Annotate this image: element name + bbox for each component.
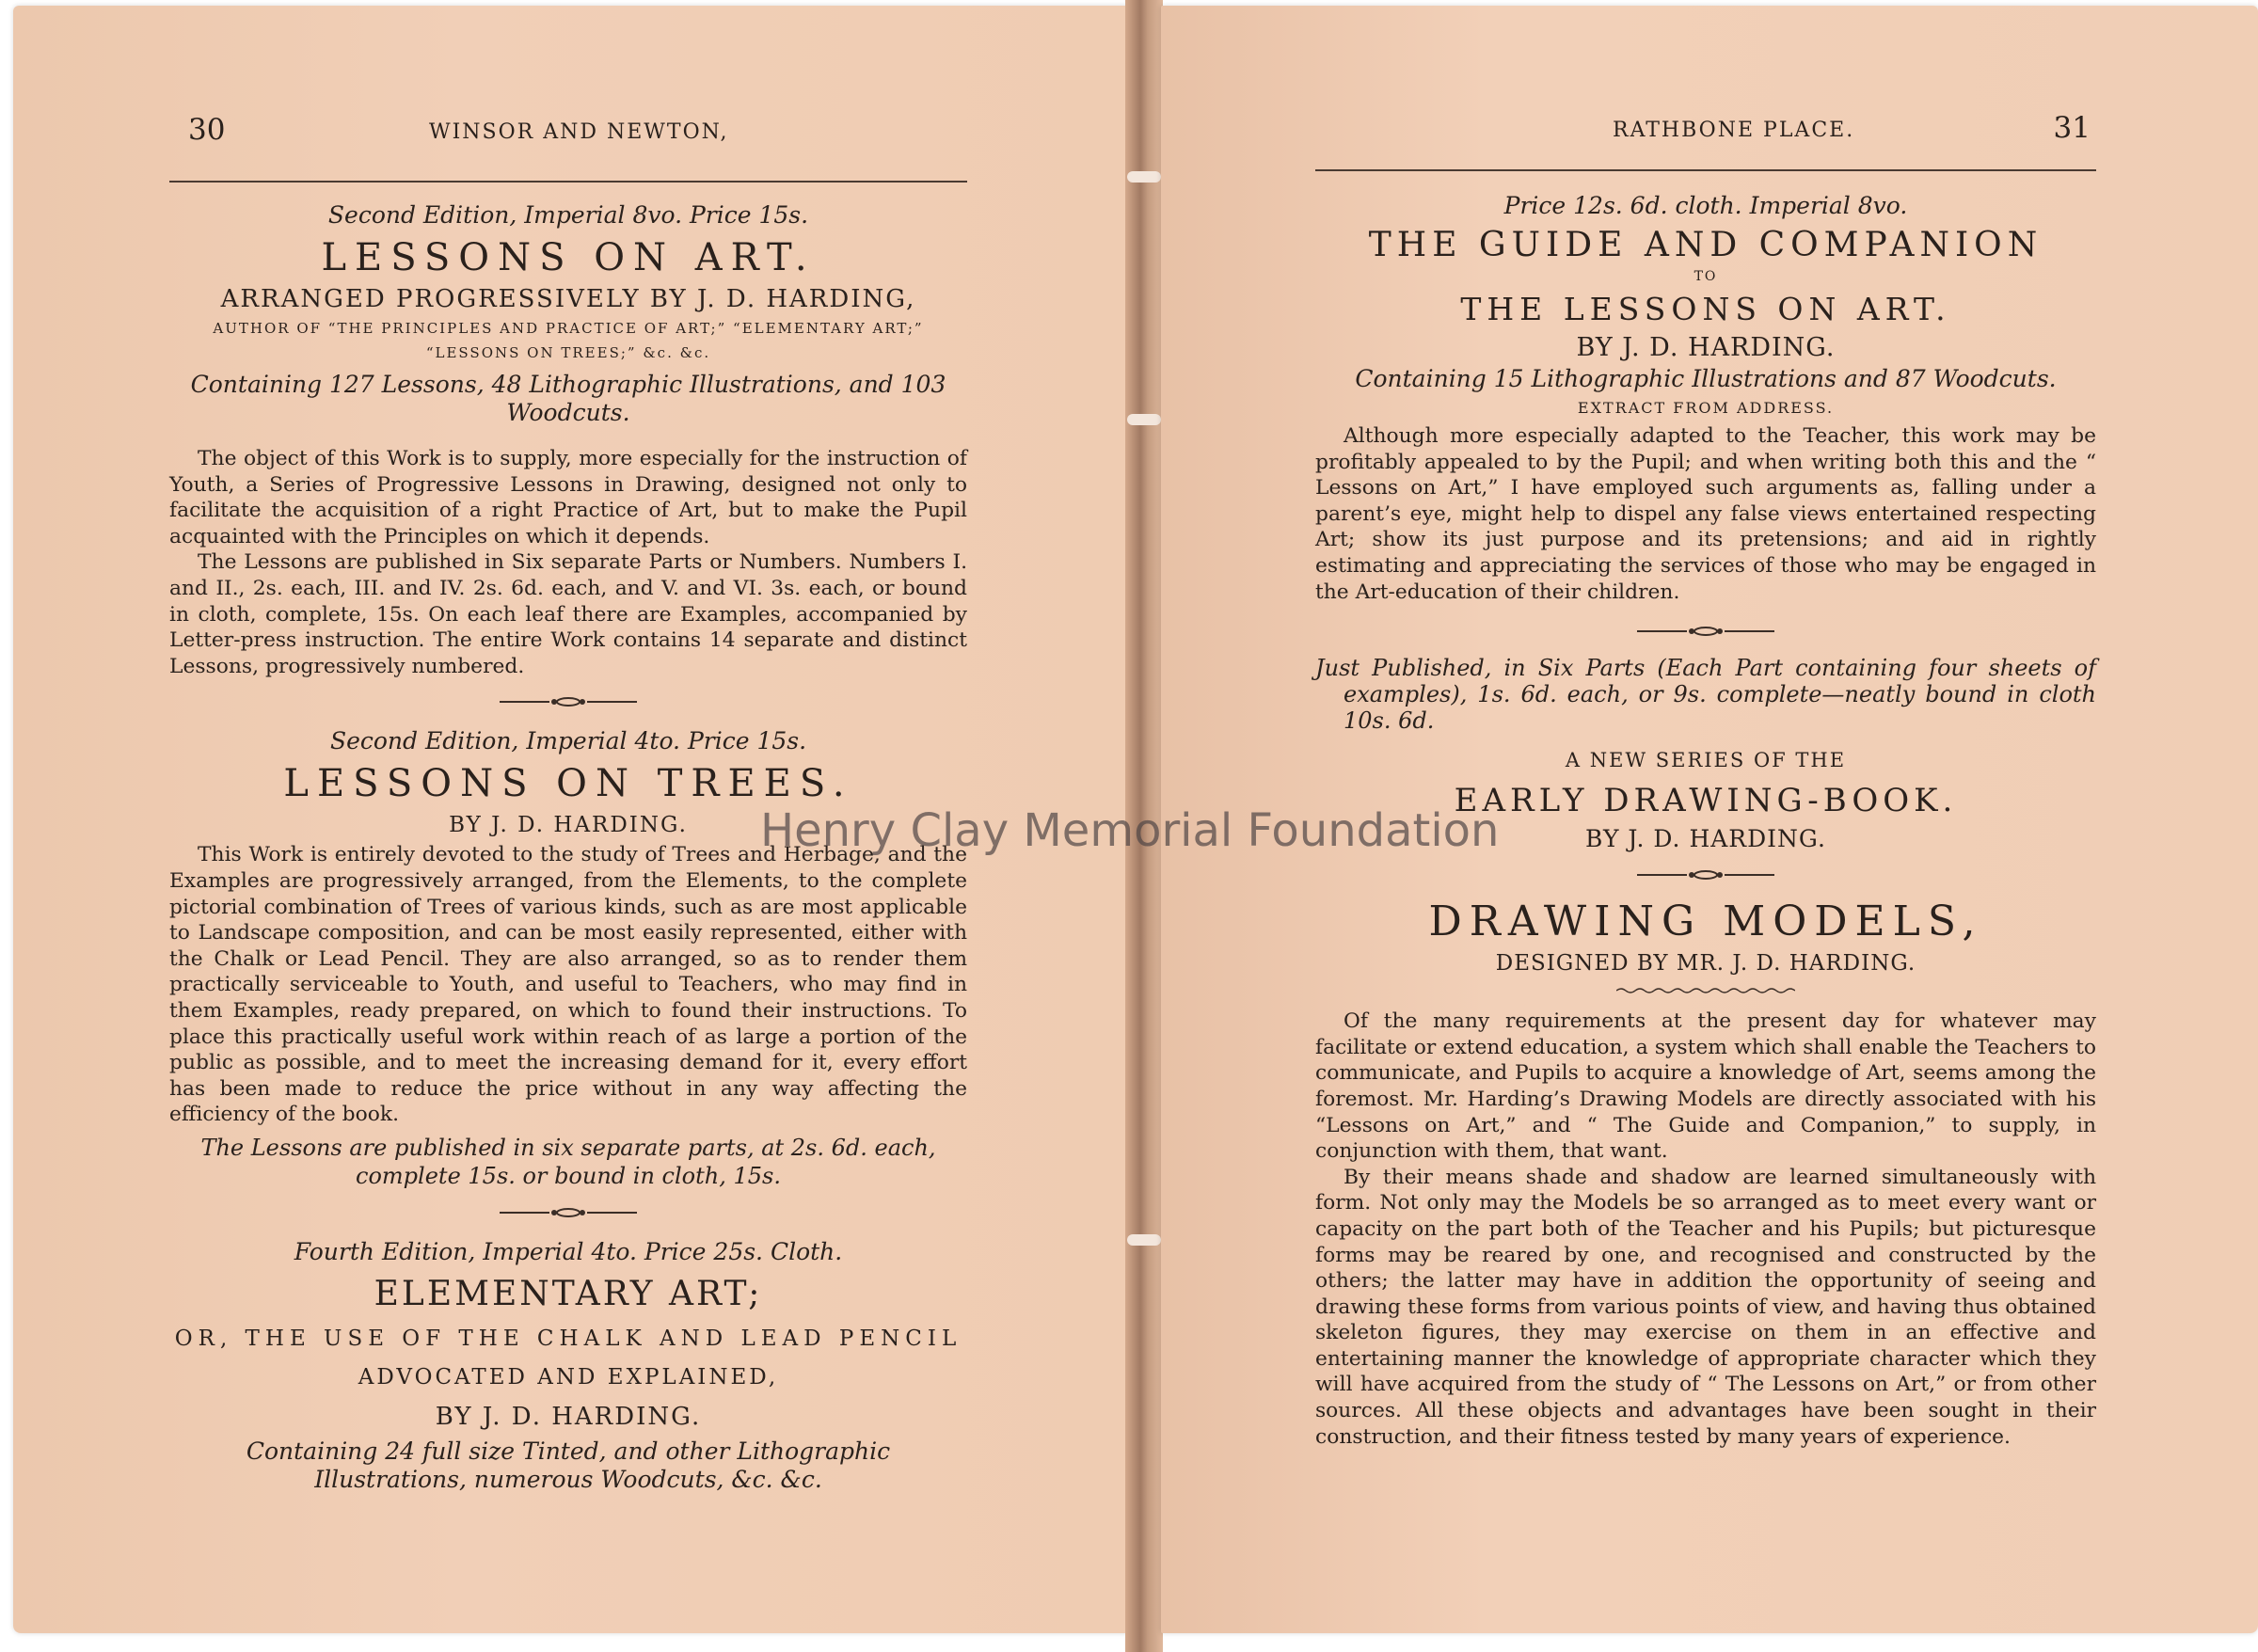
guide-contains: Containing 15 Lithographic Illustrations and 87 Woodcuts. (1355, 365, 2057, 392)
drawing-models-byline: DESIGNED BY MR. J. D. HARDING. (1495, 951, 1916, 977)
drawing-models-section (1315, 897, 2096, 1450)
drawing-book-byline: BY J. D. HARDING. (1585, 825, 1826, 853)
book-gutter (1125, 0, 1163, 1652)
lessons-on-art-paragraph-1: The object of this Work is to supply, more especially for the instruction of Youth, a Series of Progressive Lessons in Drawing, designed not only to facilitate the acquisition of a right Practice of Art, but to make the Pupil acquainted with the Principles on which it depends. (169, 447, 967, 548)
ornament-divider (1315, 866, 2096, 885)
elementary-art-edition: Fourth Edition, Imperial 4to. Price 25s. Cloth. (294, 1237, 843, 1265)
elementary-art-contains: Containing 24 full size Tinted, and other Lithographic Illustrations, numerous Woodcuts, &c. &c. (246, 1437, 891, 1493)
guide-byline: BY J. D. HARDING. (1576, 333, 1836, 362)
lessons-on-art-author-line-1: AUTHOR OF “THE PRINCIPLES AND PRACTICE OF ART;” “ELEMENTARY ART;” (213, 320, 924, 337)
ornament-divider (1315, 622, 2096, 642)
right-running-head (1315, 111, 2096, 154)
left-running-title: WINSOR AND NEWTON, (429, 120, 729, 144)
guide-extract-heading: EXTRACT FROM ADDRESS. (1577, 399, 1835, 417)
lessons-on-art-contains: Containing 127 Lessons, 48 Lithographic Illustrations, and 103 Woodcuts. (190, 371, 946, 426)
binding-stitch (1127, 414, 1161, 425)
right-page-number: 31 (2053, 111, 2091, 145)
binding-stitch (1127, 171, 1161, 183)
lessons-on-trees-paragraph: This Work is entirely devoted to the study of Trees and Herbage, and the Examples are progressively arranged, from the Elements, to the complete pictorial combination of Trees of various kinds, such as are most applicable to Landscape composition, and can be most easily represented, either with the Chalk or Lead Pencil. They are also arranged, so as to render them practically serviceable to Youth, and useful to Teachers, who may find in them Examples, ready prepared, on which to found their instructions. To place this practically useful work within reach of as large a portion of the public as possible, and to meet the increasing demand for it, every effort has been made to reduce the price without in any way affecting the efficiency of the book. (169, 843, 967, 1127)
lessons-on-art-author-line-2: “LESSONS ON TREES;” &c. &c. (425, 344, 711, 361)
guide-to: TO (1694, 269, 1718, 284)
left-running-head (169, 113, 967, 154)
lessons-on-art-paragraph-2: The Lessons are published in Six separate Parts or Numbers. Numbers I. and II., 2s. each, III. and IV. 2s. 6d. each, and V. and VI. 3s. each, or bound in cloth, complete, 15s. On each leaf there are Examples, accompanied by Letter-press instruction. The entire Work contains 14 separate and distinct Lessons, progressively numbered. (169, 550, 967, 678)
drawing-book-title: EARLY DRAWING-BOOK. (1454, 782, 1958, 820)
right-page-text (1315, 190, 2096, 1450)
drawing-book-section (1315, 655, 2096, 858)
drawing-book-series: A NEW SERIES OF THE (1565, 749, 1847, 772)
watermark-text: Henry Clay Memorial Foundation (760, 804, 1500, 857)
lessons-on-art-title: LESSONS ON ART. (321, 236, 816, 279)
guide-section (1315, 190, 2096, 605)
ornament-divider (169, 1203, 967, 1223)
lessons-on-trees-title: LESSONS ON TREES. (283, 762, 853, 806)
guide-edition: Price 12s. 6d. cloth. Imperial 8vo. (1503, 192, 1908, 219)
right-header-rule (1315, 169, 2096, 171)
left-page (13, 6, 1131, 1633)
lessons-on-trees-section (169, 725, 967, 1190)
ornament-divider (169, 692, 967, 712)
wavy-divider (1315, 979, 2096, 999)
drawing-models-title: DRAWING MODELS, (1428, 897, 1983, 946)
lessons-on-trees-byline: BY J. D. HARDING. (449, 813, 688, 838)
left-page-number: 30 (188, 113, 226, 147)
guide-paragraph: Although more especially adapted to the Teacher, this work may be profitably appealed to by the Pupil; and when writing both this and the “ Lessons on Art,” I have employed such arguments as, falling under a parent’s eye, might help to dispel any false views entertained respecting Art; show its just purpose and its pretensions; and aid in rightly estimating and appreciating the services of those who may be engaged in the Art-education of their children. (1315, 424, 2096, 604)
drawing-models-paragraph-2: By their means shade and shadow are learned simultaneously with form. Not only may the Models be so arranged as to meet every want or capacity on the part both of the Teacher and his Pupils; but picturesque forms may be reared by one, and recognised and constructed by the others; the latter may have in addition the opportunity of seeing and drawing these forms from various points of view, and having thus obtained skeleton figures, they may exercise on them in an effective and entertaining manner the knowledge of appropriate character which they will have acquired from the study of “ The Lessons on Art,” or from other sources. All these objects and advantages have been sought in their construction, and their fitness tested by many years of experience. (1315, 1165, 2096, 1449)
right-running-title: RATHBONE PLACE. (1613, 119, 1855, 142)
elementary-art-byline: BY J. D. HARDING. (435, 1402, 702, 1431)
guide-title: THE GUIDE AND COMPANION (1368, 226, 2043, 264)
guide-title-2: THE LESSONS ON ART. (1460, 291, 1951, 327)
lessons-on-trees-edition: Second Edition, Imperial 4to. Price 15s. (329, 727, 807, 755)
right-page (1161, 6, 2258, 1633)
elementary-art-subtitle-2: ADVOCATED AND EXPLAINED, (358, 1364, 779, 1390)
drawing-models-paragraph-1: Of the many requirements at the present day for whatever may facilitate or extend education, a system which shall enable the Teachers to communicate, and Pupils to acquire a knowledge of Art, seems among the foremost. Mr. Harding’s Drawing Models are directly associated with his “Lessons on Art,” and “ The Guide and Companion,” to supply, in conjunction with them, that want. (1315, 1009, 2096, 1164)
lessons-on-trees-note: The Lessons are published in six separate parts, at 2s. 6d. each, complete 15s. or bound in cloth, 15s. (200, 1134, 936, 1189)
binding-stitch (1127, 1234, 1161, 1246)
lessons-on-art-edition: Second Edition, Imperial 8vo. Price 15s. (327, 201, 809, 229)
drawing-book-just-published: Just Published, in Six Parts (Each Part containing four sheets of examples), 1s. 6d. each, or 9s. complete—neatly bound in cloth 10s. 6d. (1315, 655, 2096, 735)
elementary-art-subtitle-1: OR, THE USE OF THE CHALK AND LEAD PENCIL (174, 1326, 962, 1351)
elementary-art-section (169, 1236, 967, 1494)
lessons-on-art-section (169, 199, 967, 679)
elementary-art-title: ELEMENTARY ART; (374, 1274, 763, 1313)
lessons-on-art-byline: ARRANGED PROGRESSIVELY BY J. D. HARDING, (220, 285, 916, 313)
left-header-rule (169, 181, 967, 183)
left-page-text (169, 199, 967, 1494)
